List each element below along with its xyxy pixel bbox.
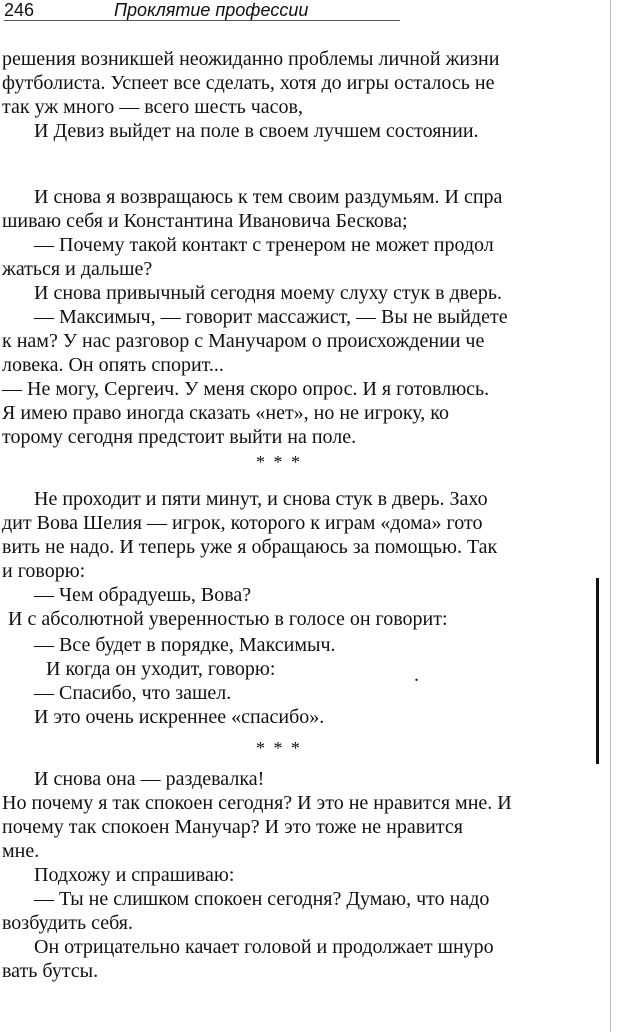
text-line: шиваю себя и Константина Ивановича Бескова; xyxy=(2,210,408,232)
text-line: — Чем обрадуешь, Вова? xyxy=(34,584,252,606)
text-line: возбудить себя. xyxy=(2,912,133,934)
text-line: Подхожу и спрашиваю: xyxy=(34,864,235,886)
text-line: Но почему я так спокоен сегодня? И это не нравится мне. И xyxy=(2,792,512,814)
text-line: решения возникшей неожиданно проблемы личной жизни xyxy=(2,48,500,70)
text-line: вить не надо. И теперь уже я обращаюсь за помощью. Так xyxy=(2,536,498,558)
text-line: и говорю: xyxy=(2,560,86,582)
text-line: И снова она — раздевалка! xyxy=(34,768,265,790)
text-line: — Не могу, Сергеич. У меня скоро опрос. И я готовлюсь. xyxy=(2,378,490,400)
page-edge-line xyxy=(610,0,611,1032)
text-line: торому сегодня предстоит выйти на поле. xyxy=(2,426,357,448)
text-line: дит Вова Шелия — игрок, которого к играм «дома» гото xyxy=(2,512,483,534)
page-number: 246 xyxy=(4,0,35,20)
text-line: — Почему такой контакт с тренером не может продол xyxy=(34,234,494,256)
text-line: — Все будет в порядке, Максимыч. xyxy=(34,634,336,656)
stray-mark: . xyxy=(414,664,419,686)
text-line: жаться и дальше? xyxy=(2,258,153,280)
text-line: И это очень искреннее «спасибо». xyxy=(34,706,325,728)
text-line: Я имею право иногда сказать «нет», но не игроку, ко xyxy=(2,402,450,424)
running-title: Проклятие профессии xyxy=(114,0,309,20)
text-line: — Максимыч, — говорит массажист, — Вы не выйдете xyxy=(34,306,508,328)
text-line: почему так спокоен Манучар? И это тоже не нравится xyxy=(2,816,463,838)
text-line: к нам? У нас разговор с Манучаром о происхождении че xyxy=(2,330,485,352)
section-separator: * * * xyxy=(256,452,302,472)
text-line: — Ты не слишком спокоен сегодня? Думаю, что надо xyxy=(34,888,490,910)
text-line: так уж много — всего шесть часов, xyxy=(2,96,303,118)
text-line: вать бутсы. xyxy=(2,960,99,982)
text-line: ловека. Он опять спорит... xyxy=(2,354,224,376)
running-header xyxy=(4,0,400,21)
text-line: футболиста. Успеет все сделать, хотя до игры осталось не xyxy=(2,72,495,94)
text-line: — Спасибо, что зашел. xyxy=(34,682,232,704)
text-line: И когда он уходит, говорю: xyxy=(46,658,276,680)
text-line: Он отрицательно качает головой и продолжает шнуро xyxy=(34,936,494,958)
text-line: Не проходит и пяти минут, и снова стук в дверь. Захо xyxy=(34,488,488,510)
text-line: И снова привычный сегодня моему слуху стук в дверь. xyxy=(34,282,503,304)
section-separator: * * * xyxy=(256,738,302,758)
text-line: И снова я возвращаюсь к тем своим раздумьям. И спра xyxy=(34,186,503,208)
text-line: мне. xyxy=(2,840,40,862)
text-line: И с абсолютной уверенностью в голосе он говорит: xyxy=(8,608,448,630)
margin-bar xyxy=(596,578,599,764)
text-line: И Девиз выйдет на поле в своем лучшем состоянии. xyxy=(34,120,479,142)
